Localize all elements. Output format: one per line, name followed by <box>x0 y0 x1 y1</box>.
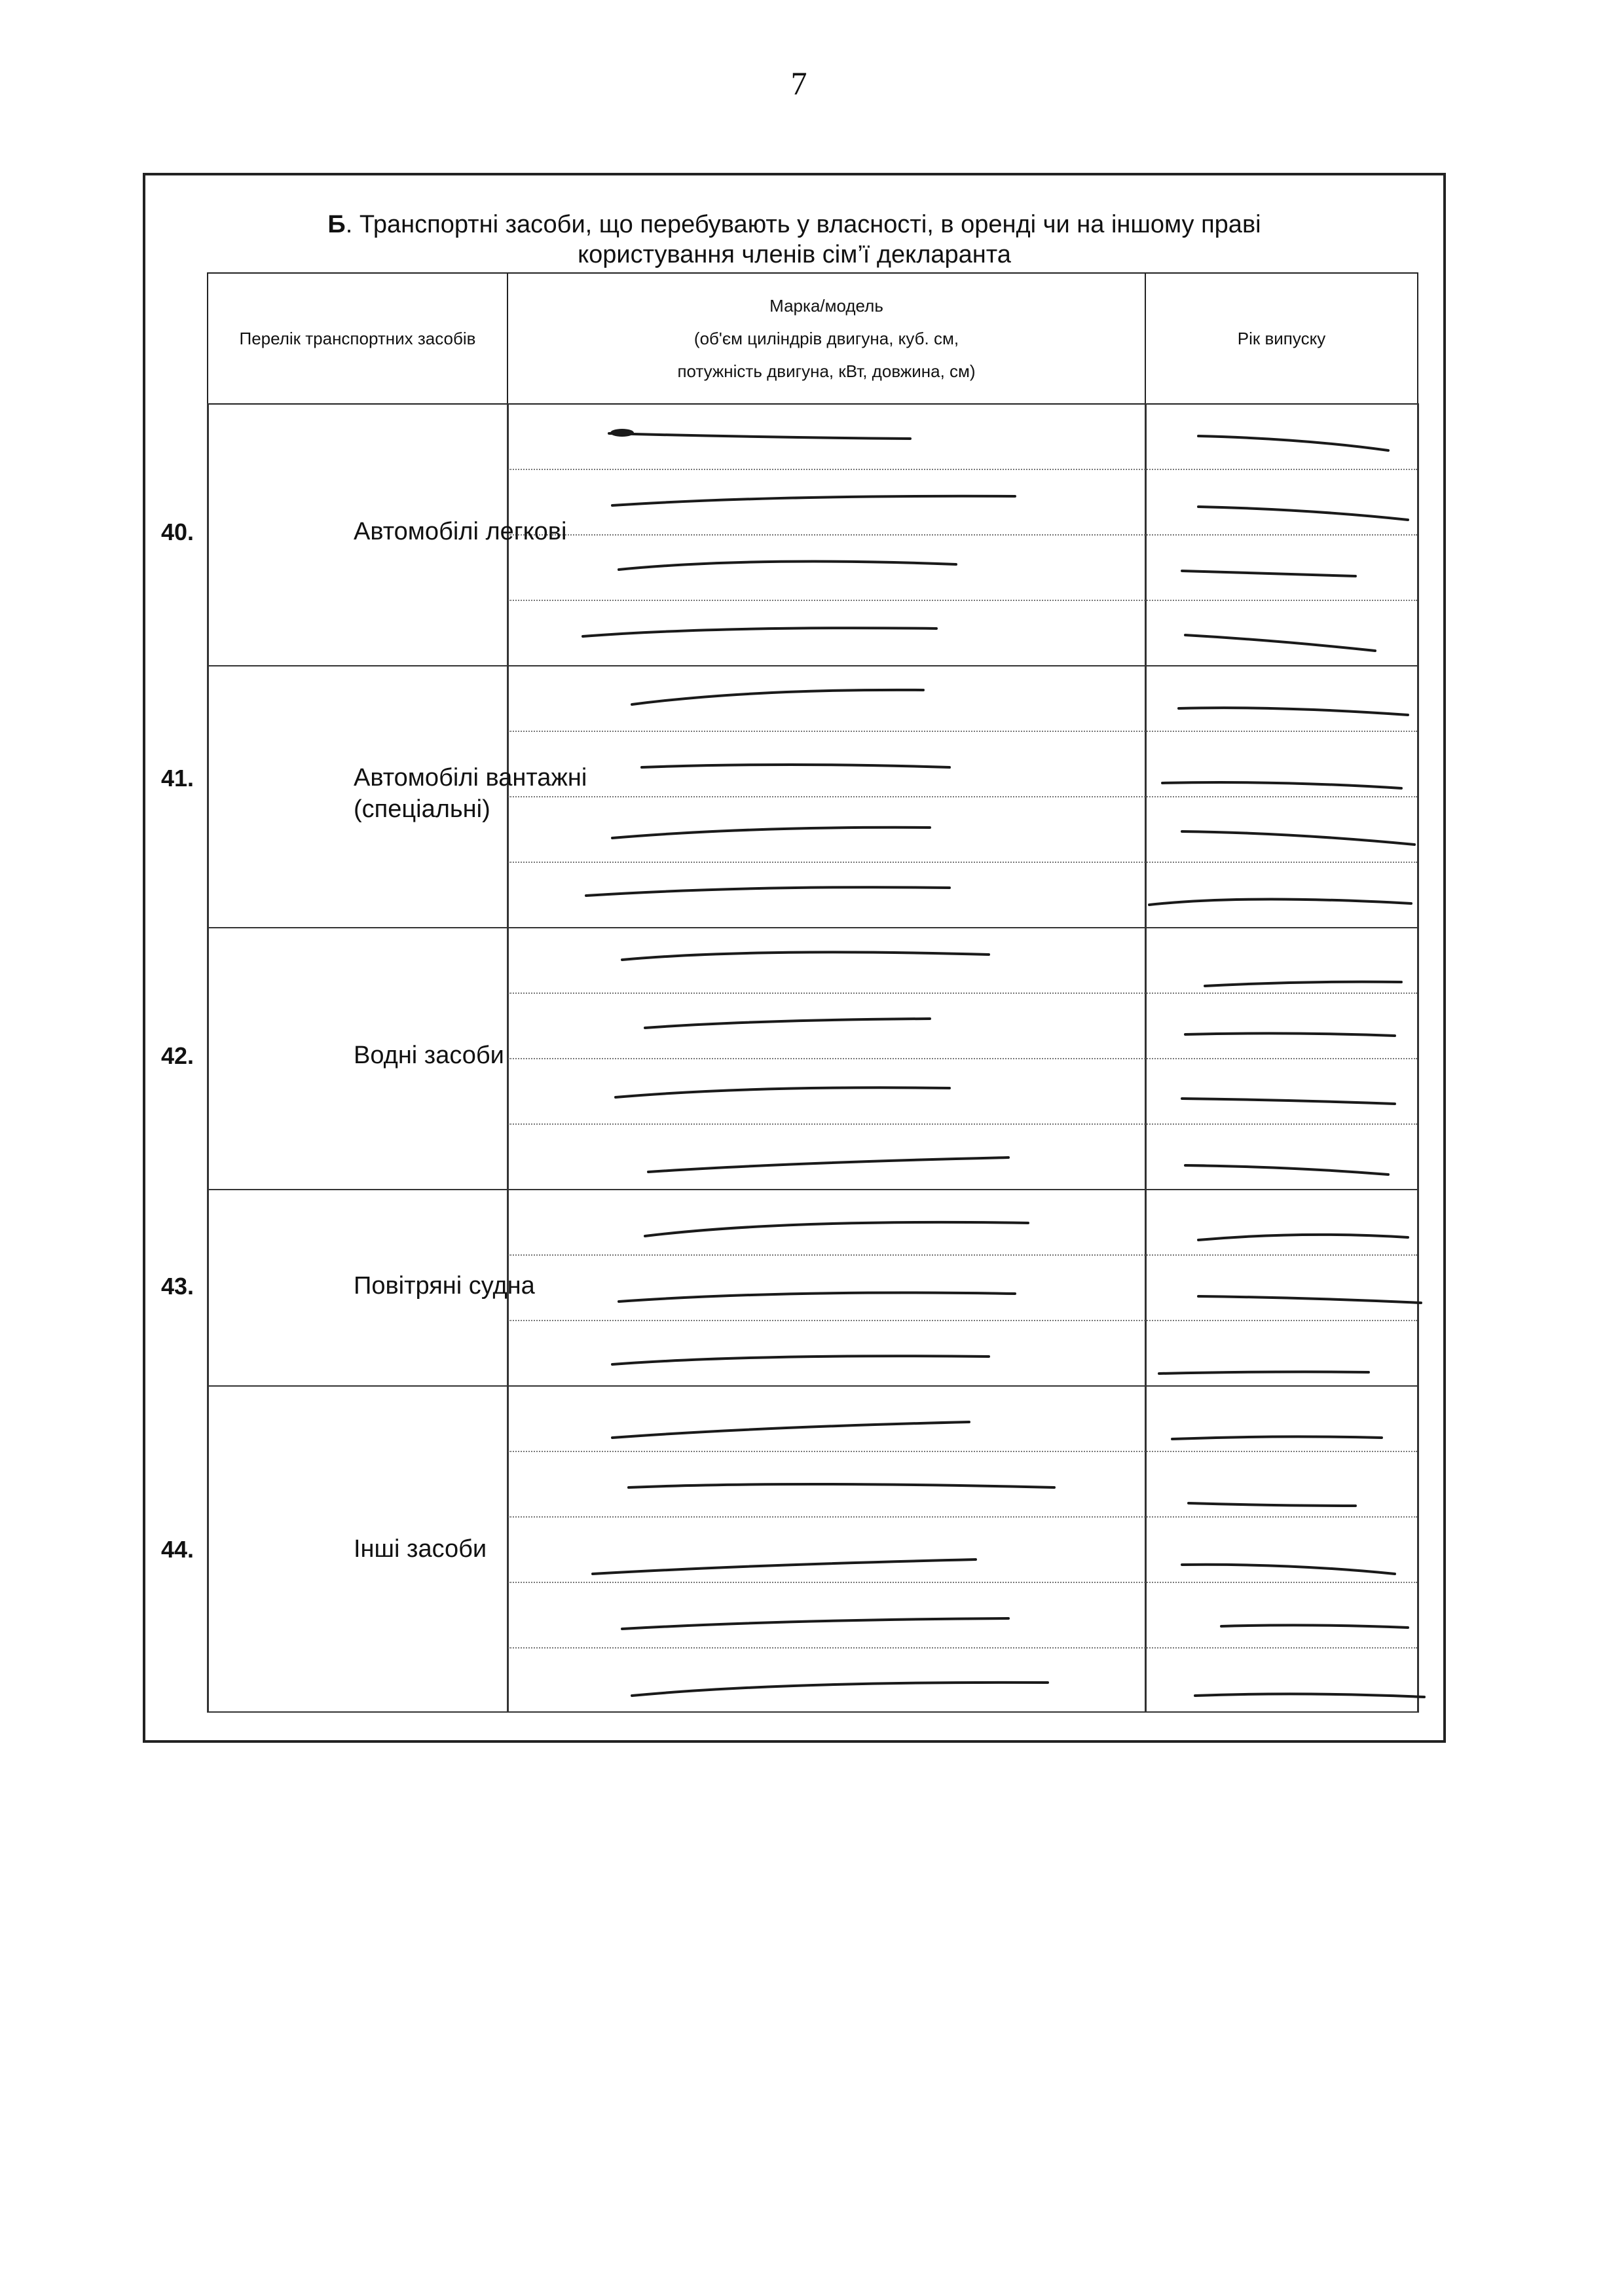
vehicles-table <box>207 272 1418 1713</box>
subrow-line <box>508 1058 1417 1059</box>
header-make-model-line-3: потужність двигуна, кВт, довжина, см) <box>677 361 976 381</box>
subrow-line <box>508 534 1417 536</box>
table-right-border <box>1417 403 1419 1713</box>
section-letter: Б <box>327 211 346 238</box>
subrow-line <box>508 731 1417 732</box>
group-separator-41-42 <box>207 927 1418 928</box>
group-separator-40-41 <box>207 665 1418 666</box>
row-40-label <box>354 516 566 547</box>
header-year <box>1145 272 1418 405</box>
header-vehicle-list <box>207 272 508 405</box>
table-left-border <box>207 403 209 1713</box>
subrow-line <box>508 1516 1417 1518</box>
page-number: 7 <box>790 65 807 101</box>
header-make-model-line-2: (об'єм циліндрів двигуна, куб. см, <box>693 329 959 348</box>
subrow-line <box>508 993 1417 994</box>
row-42-number: 42. <box>161 1042 194 1069</box>
header-vehicle-list-label: Перелік транспортних засобів <box>239 329 476 348</box>
section-title-line-2: користування членів сім’ї декларанта <box>578 241 1011 268</box>
subrow-line <box>508 796 1417 797</box>
section-title-text: . Транспортні засоби, що перебувають у власності, в оренді чи на іншому праві <box>345 211 1261 238</box>
row-42-label <box>354 1040 504 1071</box>
subrow-line <box>508 1451 1417 1452</box>
header-make-model <box>507 272 1146 405</box>
subrow-line <box>508 1254 1417 1256</box>
row-40-number: 40. <box>161 519 194 545</box>
row-41-label <box>354 762 587 825</box>
section-title-line-1 <box>145 210 1443 240</box>
section-title <box>145 210 1443 270</box>
subrow-line <box>508 469 1417 470</box>
row-44-label <box>354 1533 487 1565</box>
row-43-label <box>354 1270 535 1302</box>
row-41-number: 41. <box>161 765 194 792</box>
header-year-label: Рік випуску <box>1237 329 1326 348</box>
row-44-label-line-1: Інші засоби <box>354 1535 487 1563</box>
subrow-line <box>508 1582 1417 1583</box>
row-41-label-line-2: (спеціальні) <box>354 795 490 823</box>
subrow-line <box>508 1320 1417 1321</box>
subrow-line <box>508 862 1417 863</box>
header-make-model-line-1: Марка/модель <box>769 296 883 316</box>
row-44-number: 44. <box>161 1536 194 1563</box>
row-42-label-line-1: Водні засоби <box>354 1042 504 1069</box>
table-bottom-border <box>207 1711 1418 1713</box>
group-separator-43-44 <box>207 1385 1418 1387</box>
group-separator-42-43 <box>207 1189 1418 1190</box>
subrow-line <box>508 1123 1417 1125</box>
subrow-line <box>508 1647 1417 1649</box>
row-43-number: 43. <box>161 1273 194 1300</box>
declaration-section-frame <box>143 173 1446 1743</box>
row-43-label-line-1: Повітряні судна <box>354 1272 535 1300</box>
subrow-line <box>508 600 1417 601</box>
row-41-label-line-1: Автомобілі вантажні <box>354 764 587 792</box>
row-40-label-line-1: Автомобілі легкові <box>354 518 567 545</box>
